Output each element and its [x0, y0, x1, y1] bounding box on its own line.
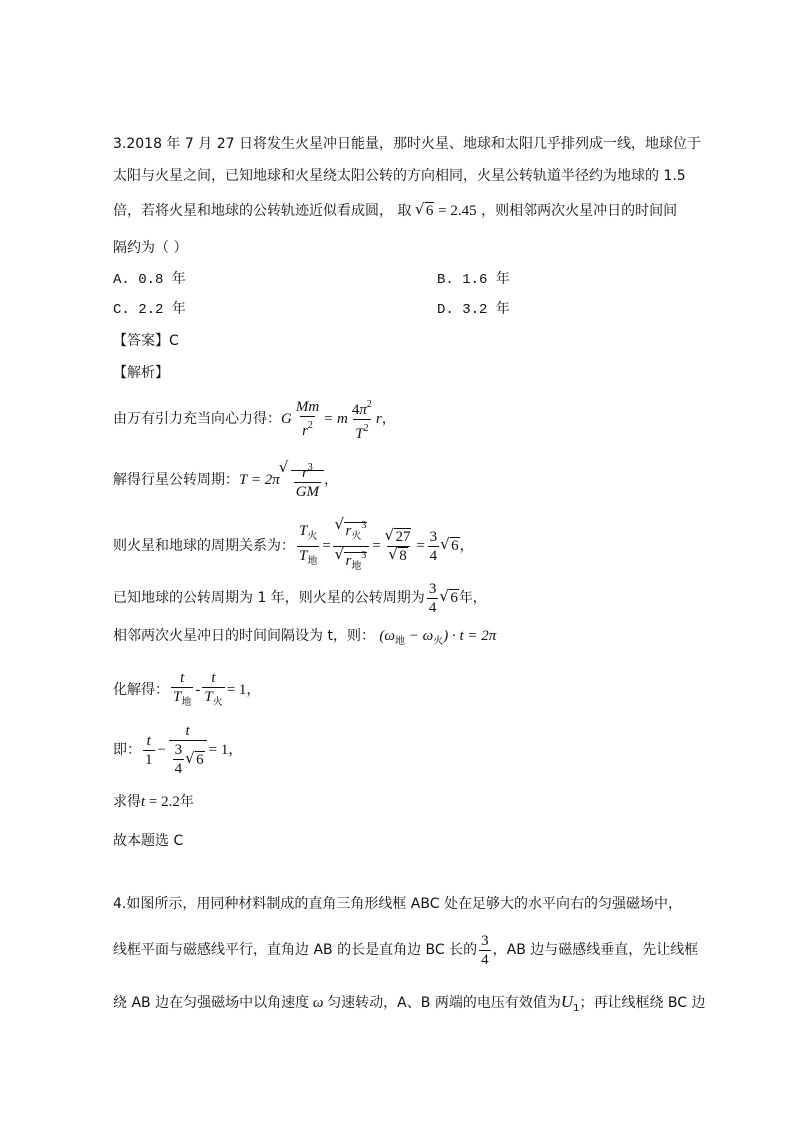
solution-step-3 [113, 520, 474, 572]
step-4-tail: 年， [458, 590, 487, 606]
option-d: D. 3.2 年 [437, 302, 510, 318]
omega-symbol: ω [309, 995, 328, 1011]
period-formula: T = 2π √ $\frac{r^3}{GM}$ [239, 459, 324, 501]
answer-label: 【答案】C [113, 333, 179, 349]
q4-line-3 [113, 992, 706, 1019]
q3-line-3-tail: ，则相邻两次火星冲日的时间间 [481, 203, 678, 219]
solution-step-2 [113, 458, 338, 502]
comma: ， [381, 411, 396, 427]
solution-step-8 [113, 792, 194, 812]
step-3-text: 则火星和地球的周期关系为： [113, 538, 295, 554]
q3-line-1: 3.2018 年 7 月 27 日将发生火星冲日能量，那时火星、地球和太阳几乎排列成一线，地球位于 [113, 136, 701, 152]
gravitation-formula: G $\frac{Mm}{r^2}$ = m $\frac{4\pi^2}{T^2}$ r [281, 398, 382, 442]
voltage-symbol: $U_1$ [560, 992, 580, 1014]
q3-line-2: 太阳与火星之间，已知地球和火星绕太阳公转的方向相同，火星公转轨道半径约为地球的 1.5 [113, 168, 686, 184]
option-a: A. 0.8 年 [113, 272, 186, 288]
step-2-text: 解得行星公转周期： [113, 472, 239, 488]
solution-step-5 [113, 626, 496, 652]
step-6-text: 化解得： [113, 682, 169, 698]
comma: ， [228, 742, 243, 758]
q4-line-3-mid: 匀速转动，A、B 两端的电压有效值为 [327, 995, 561, 1011]
step-7-text: 即： [113, 742, 141, 758]
sqrt-six-given: √ 6 = 2.45 [416, 203, 477, 219]
solution-step-6 [113, 668, 260, 712]
simplified-formula: $\frac{t}{T_地}$ - $\frac{t}{T_火}$ = 1 [169, 669, 246, 712]
solution-step-4 [113, 578, 487, 618]
solution-step-1 [113, 397, 396, 441]
step-1-text: 由万有引力充当向心力得： [113, 411, 281, 427]
comma: ， [246, 682, 261, 698]
q4-line-2-tail: ，AB 边与磁感线垂直，先让线框 [492, 942, 699, 958]
q4-line-2-text: 线框平面与磁感线平行，直角边 AB 的长是直角边 BC 长的 [113, 942, 478, 958]
solution-conclusion: 故本题选 C [113, 833, 184, 849]
q4-line-3-tail: ；再让线框绕 BC 边 [579, 995, 706, 1011]
q4-line-3-text: 绕 AB 边在匀强磁场中以角速度 [113, 995, 310, 1011]
q3-line-4: 隔约为（ ） [113, 240, 188, 256]
substituted-formula: $\frac{t}{1}$ − t $\frac{3}{4}$ √ 6 = 1 [141, 722, 228, 778]
comma: ， [324, 472, 339, 488]
period-ratio-formula: $\frac{T_火}{T_地}$ = √ $r_火^3$ √ $r_地^3$ = √ 27 √ 8 = $\frac{3}{4}$ √ 6 [295, 517, 460, 576]
angular-velocity-formula: $(\omega_地 - \omega_火) \cdot t = 2\pi$ [379, 628, 497, 647]
q4-line-1: 4.如图所示，用同种材料制成的直角三角形线框 ABC 处在足够大的水平向右的匀强磁场中， [113, 896, 682, 912]
ratio-fraction: $\frac{3}{4}$ [481, 932, 489, 968]
analysis-label: 【解析】 [113, 365, 169, 381]
step-4-text: 已知地球的公转周期为 1 年，则火星的公转周期为 [113, 590, 425, 606]
q3-line-3-text: 倍，若将火星和地球的公转轨迹近似看成圆， 取 [113, 203, 412, 219]
step-8-text: 求得 [113, 794, 141, 810]
q4-line-2 [113, 928, 698, 972]
q3-line-3 [113, 201, 677, 221]
option-b: B. 1.6 年 [437, 272, 510, 288]
solution-step-7 [113, 720, 242, 780]
comma: ， [459, 538, 474, 554]
mars-period-value: $\frac{3}{4}$ √ 6 [425, 580, 459, 617]
step-5-text: 相邻两次火星冲日的时间间隔设为 t，则： [113, 628, 375, 644]
option-c: C. 2.2 年 [113, 302, 186, 318]
step-8-unit: 年 [179, 794, 194, 810]
result-formula: t = 2.2 [141, 794, 180, 810]
